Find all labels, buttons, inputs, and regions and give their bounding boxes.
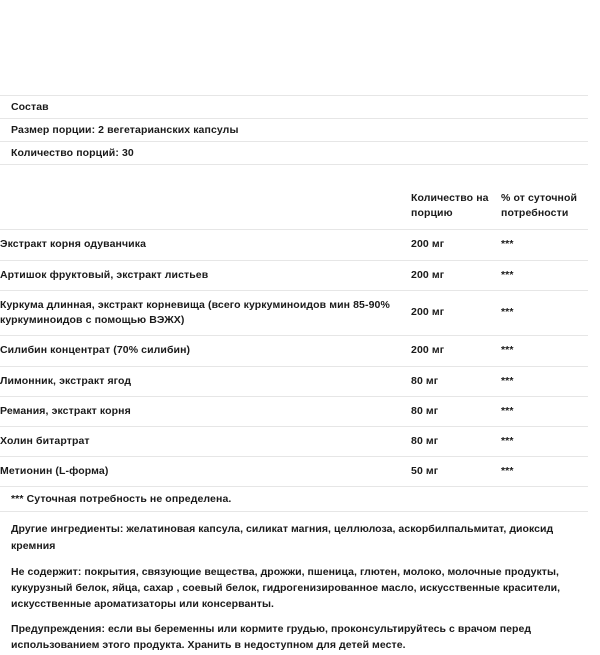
ingredient-amount: 200 мг <box>411 290 501 335</box>
ingredient-name: Артишок фруктовый, экстракт листьев <box>0 260 411 290</box>
contains-none-text: Не содержит: покрытия, связующие вещества, дрожжи, пшеница, глютен, молоко, молочные продукты, кукурузный белок, яйца, сахар , соевый белок, гидрогенизированное масло, искусственные красители, искусственные ароматизаторы или консерванты. <box>11 565 561 611</box>
ingredient-amount: 50 мг <box>411 457 501 487</box>
ingredient-name: Метионин (L-форма) <box>0 457 411 487</box>
ingredient-name: Лимонник, экстракт ягод <box>0 366 411 396</box>
ingredient-amount: 200 мг <box>411 336 501 366</box>
table-row <box>0 290 588 335</box>
ingredient-name: Силибин концентрат (70% силибин) <box>0 336 411 366</box>
servings-per-container-text: Количество порций: 30 <box>11 147 134 159</box>
ingredient-name: Холин битартрат <box>0 426 411 456</box>
ingredient-amount: 200 мг <box>411 230 501 260</box>
supplement-facts-title: Состав <box>11 101 49 113</box>
ingredient-amount: 80 мг <box>411 366 501 396</box>
ingredient-name: Экстракт корня одуванчика <box>0 230 411 260</box>
supplement-facts-title-row <box>0 96 600 118</box>
table-header <box>0 185 588 230</box>
table-row <box>0 457 588 487</box>
serving-size-row <box>0 119 600 141</box>
ingredient-amount: 200 мг <box>411 260 501 290</box>
ingredient-amount: 80 мг <box>411 396 501 426</box>
column-header-percent-daily-value: % от суточной потребности <box>501 185 588 230</box>
daily-value-footnote: *** Суточная потребность не определена. <box>0 487 588 512</box>
servings-per-container-row <box>0 142 600 164</box>
ingredient-daily-value: *** <box>501 396 588 426</box>
table-row <box>0 260 588 290</box>
ingredient-daily-value: *** <box>501 290 588 335</box>
column-header-name <box>0 185 411 230</box>
table-top-spacer <box>0 165 600 185</box>
ingredient-daily-value: *** <box>501 336 588 366</box>
table-row <box>0 366 588 396</box>
table-row <box>0 230 588 260</box>
table-row <box>0 336 588 366</box>
other-ingredients-text: Другие ингредиенты: желатиновая капсула, силикат магния, целлюлоза, аскорбилпальмитат, диоксид кремния <box>11 523 554 552</box>
ingredient-name: Ремания, экстракт корня <box>0 396 411 426</box>
ingredient-daily-value: *** <box>501 457 588 487</box>
warnings-text: Предупреждения: если вы беременны или кормите грудью, проконсультируйтесь с врачом перед использованием этого продукта. Хранить в недоступном для детей месте. <box>11 622 532 651</box>
serving-size-text: Размер порции: 2 вегетарианских капсулы <box>11 124 239 136</box>
table-row <box>0 396 588 426</box>
ingredient-daily-value: *** <box>501 260 588 290</box>
supplement-facts-table <box>0 185 588 487</box>
table-body <box>0 230 588 487</box>
ingredient-daily-value: *** <box>501 366 588 396</box>
ingredient-daily-value: *** <box>501 230 588 260</box>
ingredient-name: Куркума длинная, экстракт корневища (всего куркуминоидов мин 85-90% куркуминоидов с помощью ВЭЖХ) <box>0 290 411 335</box>
ingredient-amount: 80 мг <box>411 426 501 456</box>
table-row <box>0 426 588 456</box>
table-header-row <box>0 185 588 230</box>
ingredient-daily-value: *** <box>501 426 588 456</box>
column-header-amount-per-serving: Количество на порцию <box>411 185 501 230</box>
